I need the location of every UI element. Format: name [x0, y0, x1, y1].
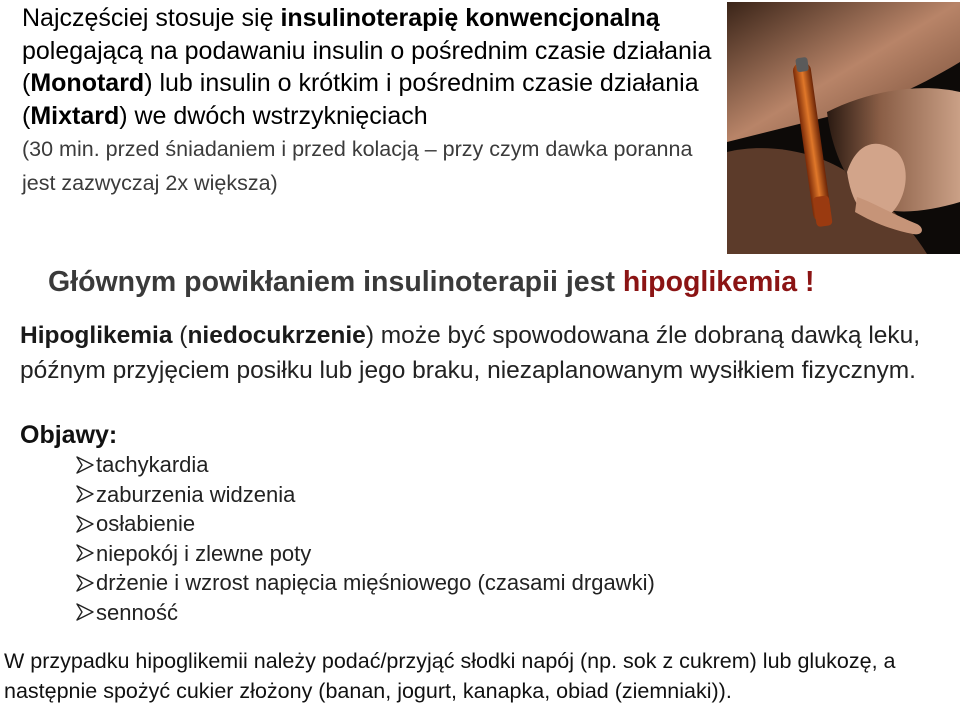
heading-text: Głównym powikłaniem insulinoterapii jest — [48, 266, 623, 298]
symptom-text: senność — [96, 599, 178, 625]
list-item — [74, 509, 655, 539]
symptom-text: tachykardia — [96, 452, 209, 477]
intro-text-1: Najczęściej stosuje się — [22, 4, 281, 32]
symptom-text: niepokój i zlewne poty — [96, 540, 312, 566]
arrowhead-bullet-icon — [74, 483, 96, 505]
hypoglycemia-paragraph — [20, 318, 960, 388]
arrowhead-bullet-icon — [74, 542, 96, 564]
list-item — [74, 598, 655, 628]
list-item — [74, 539, 655, 569]
list-item — [74, 480, 655, 510]
list-item — [74, 450, 655, 480]
intro-text-3: ) lub insulin o krótkim i pośrednim czasie działania ( — [22, 69, 699, 130]
hypo-text-2: ) może być spowodowana źle dobraną dawką leku, późnym przyjęciem posiłku lub jego braku, niezaplanowanym wysiłkiem fizycznym. — [20, 322, 921, 384]
arrowhead-bullet-icon — [74, 601, 96, 623]
heading-exclamation: ! — [797, 266, 815, 298]
intro-text-4: ) we dwóch wstrzyknięciach — [119, 101, 428, 130]
footer-advice: W przypadku hipoglikemii należy podać/przyjąć słodki napój (np. sok z cukrem) lub glukozę, a następnie spożyć cukier złożony (banan, jogurt, kanapka, obiad (ziemniaki)). — [4, 649, 896, 703]
insulin-injection-photo — [727, 2, 960, 254]
symptoms-list — [74, 450, 655, 627]
symptom-text: drżenie i wzrost napięcia mięśniowego (czasami drgawki) — [96, 570, 655, 595]
intro-bold-monotard: Monotard — [30, 69, 145, 97]
list-item — [74, 568, 655, 598]
hypo-bold-term: Hipoglikemia — [20, 322, 173, 349]
injection-photo-graphic — [727, 2, 960, 254]
complication-heading — [48, 266, 814, 299]
arrowhead-bullet-icon — [74, 454, 96, 476]
arrowhead-bullet-icon — [74, 572, 96, 594]
intro-dosage-note: (30 min. przed śniadaniem i przed kolacją – przy czym dawka poranna jest zazwyczaj 2x większa) — [22, 137, 693, 195]
intro-paragraph — [22, 2, 722, 199]
intro-bold-insulinotherapy: insulinoterapię konwencjonalną — [280, 4, 660, 32]
heading-hypoglycemia-highlight: hipoglikemia — [622, 266, 798, 298]
hypo-bold-synonym: niedocukrzenie — [187, 322, 366, 349]
symptom-text: osłabienie — [96, 511, 196, 536]
intro-text-2: polegającą na podawaniu insulin o pośrednim czasie działania ( — [22, 36, 712, 97]
hypo-text-1: ( — [172, 322, 188, 349]
symptom-text: zaburzenia widzenia — [96, 481, 296, 507]
symptoms-title: Objawy: — [20, 421, 118, 449]
intro-bold-mixtard: Mixtard — [30, 101, 120, 130]
arrowhead-bullet-icon — [74, 513, 96, 535]
